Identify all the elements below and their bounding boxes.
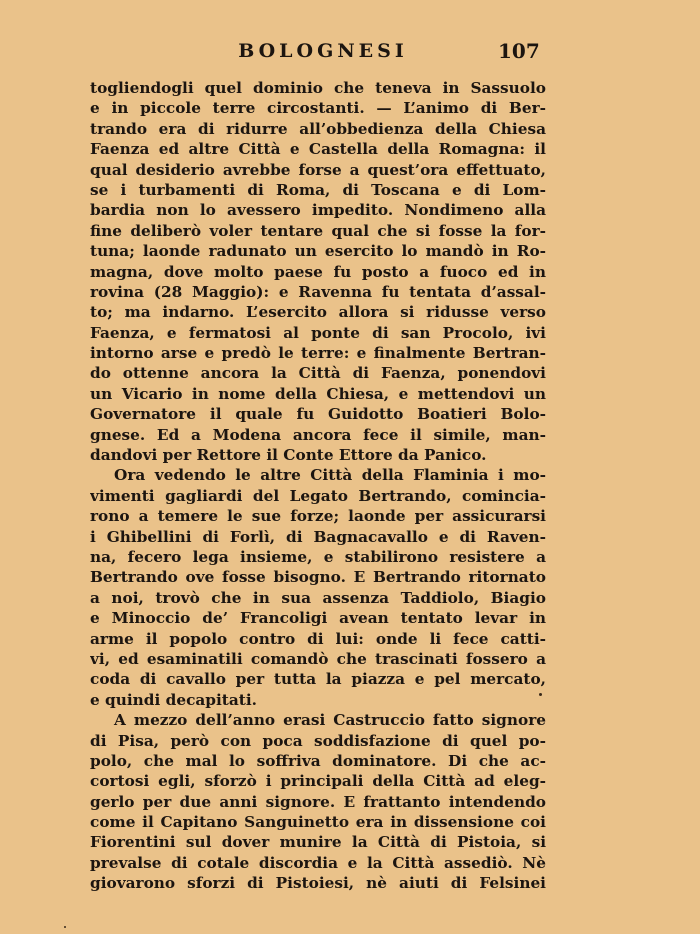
text-line: qual desiderio avrebbe forse a quest’ora effettuato, — [90, 160, 546, 179]
text-line: magna, dove molto paese fu posto a fuoco ed in — [90, 262, 546, 281]
text-line: giovarono sforzi di Pistoiesi, nè aiuti di Felsinei — [90, 874, 546, 893]
text-line: vimenti gagliardi del Legato Bertrando, comincia- — [90, 486, 546, 505]
paragraph-last-line: dandovi per Rettore il Conte Ettore da Panico. — [90, 446, 487, 465]
text-line: rovina (28 Maggio): e Ravenna fu tentata d’assal- — [90, 282, 546, 301]
text-line: fine deliberò voler tentare qual che si fosse la for- — [90, 221, 546, 240]
paragraph-first-line: Ora vedendo le altre Città della Flaminia i mo- — [114, 466, 546, 485]
text-line: Fiorentini sul dover munire la Città di Pistoia, si — [90, 833, 546, 852]
text-line: arme il popolo contro di lui: onde li fece catti- — [90, 629, 546, 648]
text-line: polo, che mal lo soffriva dominatore. Di che ac- — [90, 751, 546, 770]
text-line: a noi, trovò che in sua assenza Taddiolo, Biagio — [90, 588, 546, 607]
text-line: un Vicario in nome della Chiesa, e mettendovi un — [90, 384, 546, 403]
ink-speck — [64, 926, 66, 928]
text-line: prevalse di cotale discordia e la Città assediò. Nè — [90, 853, 546, 872]
text-line: Faenza ed altre Città e Castella della Romagna: il — [90, 140, 546, 159]
text-line: gnese. Ed a Modena ancora fece il simile, man- — [90, 425, 546, 444]
text-line: se i turbamenti di Roma, di Toscana e di Lom- — [90, 180, 546, 199]
paragraph-first-line: A mezzo dell’anno erasi Castruccio fatto signore — [114, 711, 546, 730]
paragraph-last-line: e quindi decapitati. — [90, 690, 257, 709]
body-text — [90, 78, 546, 894]
text-line: vi, ed esaminatili comandò che trascinati fossero a — [90, 649, 546, 668]
text-line: Faenza, e fermatosi al ponte di san Procolo, ivi — [90, 323, 546, 342]
text-line: Governatore il quale fu Guidotto Boatieri Bolo- — [90, 405, 546, 424]
ink-speck — [539, 693, 542, 696]
text-line: e Minoccio de’ Francoligi avean tentato levar in — [90, 609, 546, 628]
text-line: di Pisa, però con poca soddisfazione di quel po- — [90, 731, 546, 750]
text-line: gerlo per due anni signore. E frattanto intendendo — [90, 792, 546, 811]
text-line: na, fecero lega insieme, e stabilirono resistere a — [90, 547, 546, 566]
text-line: to; ma indarno. L’esercito allora si ridusse verso — [90, 303, 546, 322]
running-header: BOLOGNESI — [238, 40, 408, 62]
text-line: Bertrando ove fosse bisogno. E Bertrando ritornato — [90, 568, 546, 587]
text-line: come il Capitano Sanguinetto era in dissensione coi — [90, 813, 546, 832]
page-number: 107 — [498, 39, 540, 63]
text-line: togliendogli quel dominio che teneva in Sassuolo — [90, 79, 546, 97]
text-line: rono a temere le sue forze; laonde per assicurarsi — [90, 507, 546, 526]
text-line: do ottenne ancora la Città di Faenza, ponendovi — [90, 364, 546, 383]
text-line: e in piccole terre circostanti. — L’animo di Ber- — [90, 99, 546, 118]
text-line: tuna; laonde radunato un esercito lo mandò in Ro- — [90, 242, 546, 261]
text-line: coda di cavallo per tutta la piazza e pel mercato, — [90, 670, 546, 689]
text-line: bardia non lo avessero impedito. Nondimeno alla — [90, 201, 546, 220]
text-line: i Ghibellini di Forlì, di Bagnacavallo e di Raven- — [90, 527, 546, 546]
text-line: intorno arse e predò le terre: e finalmente Bertran- — [90, 344, 546, 363]
text-line: cortosi egli, sforzò i principali della Città ad eleg- — [90, 772, 546, 791]
text-line: trando era di ridurre all’obbedienza della Chiesa — [90, 119, 546, 138]
